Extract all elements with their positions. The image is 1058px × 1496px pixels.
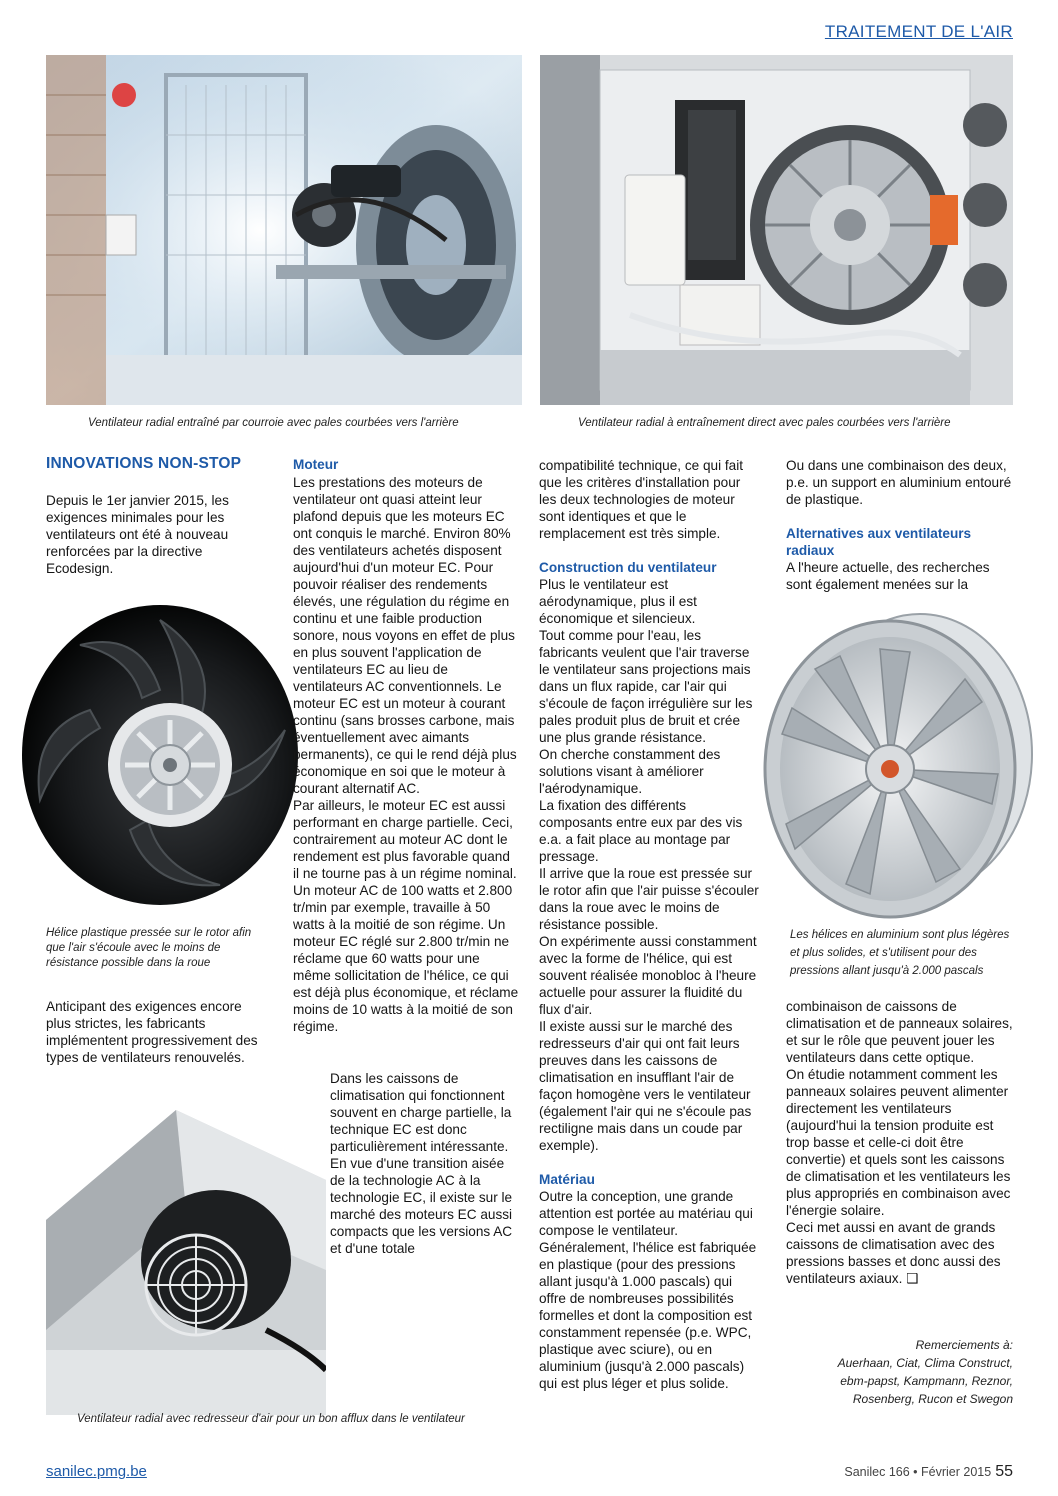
col3-paragraph-8: Outre la conception, une grande attention est portée au matériau qui compose le ventilateur. <box>539 1189 753 1238</box>
end-mark-icon: ❑ <box>906 1271 919 1286</box>
footer-issue <box>844 1463 1013 1481</box>
page-number: 55 <box>995 1463 1013 1480</box>
photo-plastic-impeller <box>20 600 298 910</box>
photo-belt-driven-fan <box>46 55 522 405</box>
col2-paragraph-1: Les prestations des moteurs de ventilateur ont quasi atteint leur plafond depuis que les moteurs EC ont conquis le marché. Environ 80% des ventilateurs achetés disposent aujourd'hui d'un moteur EC. Pour pouvoir réaliser des rendements élevés, une régulation du régime en continu et une faible production sonore, nous voyons en effet de plus en plus souvent l'application de ventilateurs EC au lieu de ventilateurs AC conventionnels. Le moteur EC est un moteur à courant continu (sans brosses carbone, mais éventuellement avec aimants permanents), ce qui le rend déjà plus économique en soi que le moteur à courant alternatif AC. <box>293 475 517 796</box>
col3-paragraph-1: Plus le ventilateur est aérodynamique, plus il est économique et silencieux. <box>539 577 697 626</box>
col4-paragraph-1: A l'heure actuelle, des recherches sont également menées sur la <box>786 560 990 592</box>
col4-paragraph-3: On étudie notamment comment les panneaux solaires peuvent alimenter directement les ventilateurs (aujourd'hui la tension produite est trop basse et celle-ci doit être convertie) et quels sont les caissons de climatisation et les ventilateurs les plus appropriés en combinaison avec l'énergie solaire. <box>786 1067 1011 1218</box>
caption-photo5: Ventilateur radial avec redresseur d'air pour un bon afflux dans le ventilateur <box>77 1413 465 1425</box>
col3-text <box>539 457 761 1392</box>
heading-moteur: Moteur <box>293 457 339 472</box>
col3-paragraph-7: Il existe aussi sur le marché des redresseurs d'air qui ont fait leurs preuves dans les caissons de climatisation en insufflant l'air de façon homogène vers le ventilateur (également l'air qui ne s'écoule pas rectiligne mais dans un coude par exemple). <box>539 1019 752 1153</box>
heading-construction: Construction du ventilateur <box>539 560 717 575</box>
col1-intro: Depuis le 1er janvier 2015, les exigences minimales pour les ventilateurs ont été à nouveau renforcées par la directive Ecodesign. <box>46 493 229 576</box>
acknowledgements-title: Remerciements à: <box>915 1338 1013 1352</box>
photo-direct-drive-fan <box>540 55 1013 405</box>
col3-paragraph-2: Tout comme pour l'eau, les fabricants veulent que l'air traverse le ventilateur sans projections mais dans un flux rapide, car l'air qui s'écoule de façon irrégulière sur les pales produit plus de bruit et crée une plus grande résistance. <box>539 628 753 745</box>
col4-paragraph-2: combinaison de caissons de climatisation et de panneaux solaires, et sur le rôle que peuvent jouer les ventilateurs dans cette optique. <box>786 999 1013 1065</box>
footer-site-link[interactable]: sanilec.pmg.be <box>46 1463 147 1480</box>
footer-issue-text: Sanilec 166 • Février 2015 <box>844 1465 992 1479</box>
col3-paragraph-6: On expérimente aussi constamment avec la forme de l'hélice, qui est souvent réalisée monobloc à l'heure actuelle pour assurer la fluidité du flux d'air. <box>539 934 757 1017</box>
col4-paragraph-4-text: Ceci met aussi en avant de grands caissons de climatisation avec des pressions basses et donc aussi des ventilateurs axiaux. <box>786 1220 1001 1286</box>
heading-materiau: Matériau <box>539 1172 595 1187</box>
acknowledgements-names: Auerhaan, Ciat, Clima Construct, ebm-papst, Kampmann, Reznor, Rosenberg, Rucon et Swegon <box>837 1356 1013 1406</box>
col4-paragraph-0: Ou dans une combinaison des deux, p.e. un support en aluminium entouré de plastique. <box>786 458 1012 507</box>
col3-paragraph-4: La fixation des différents composants entre eux par des vis e.a. a fait place au montage par pressage. <box>539 798 743 864</box>
caption-photo3: Hélice plastique pressée sur le rotor afin que l'air s'écoule avec le moins de résistance possible dans la roue <box>46 927 252 969</box>
col1-outro: Anticipant des exigences encore plus strictes, les fabricants implémentent progressivement des types de ventilateurs renouvelés. <box>46 999 258 1065</box>
col3-paragraph-9: Généralement, l'hélice est fabriquée en plastique (pour des pressions allant jusqu'à 1.000 pascals) qui offre de nombreuses possibilités formelles et dont la composition est constamment repensée (p.e. WPC, plastique avec sciure), ou en aluminium (jusqu'à 2.000 pascals) qui est plus léger et plus solide. <box>539 1240 757 1391</box>
col2-paragraph-3: Dans les caissons de climatisation qui fonctionnent souvent en charge partielle, la technique EC est donc particulièrement intéressante. En vue d'une transition aisée de la technologie AC à la technologie EC, il existe sur le marché des moteurs EC aussi compacts que les versions AC et d'une totale <box>330 1071 513 1256</box>
col2-text <box>293 474 519 1035</box>
caption-photo4: Les hélices en aluminium sont plus légères et plus solides, et s'utilisent pour des pressions allant jusqu'à 2.000 pascals <box>790 929 1010 977</box>
col4-bottom <box>786 998 1014 1287</box>
caption-photo1: Ventilateur radial entraîné par courroie avec pales courbées vers l'arrière <box>88 417 459 429</box>
col4-paragraph-4 <box>786 1219 1014 1287</box>
section-title: TRAITEMENT DE L'AIR <box>824 22 1013 41</box>
photo-air-straightener-fan <box>46 1070 326 1415</box>
acknowledgements <box>813 1336 1013 1408</box>
col3-paragraph-5: Il arrive que la roue est pressée sur le rotor afin que l'air puisse s'écouler dans la roue avec le moins de résistance possible. <box>539 866 759 932</box>
caption-photo2: Ventilateur radial à entraînement direct avec pales courbées vers l'arrière <box>578 417 951 429</box>
col3-paragraph-0: compatibilité technique, ce qui fait que les critères d'installation pour les deux technologies de moteur sont identiques et que le remplacement est très simple. <box>539 458 744 541</box>
col3-paragraph-3: On cherche constamment des solutions visant à améliorer l'aérodynamique. <box>539 747 721 796</box>
col2-paragraph-2: Par ailleurs, le moteur EC est aussi performant en charge partielle. Ceci, contrairement au moteur AC dont le rendement est plus favorable quand il ne tourne pas à un régime nominal. Un moteur AC de 100 watts et 2.800 tr/min par exemple, travaille à 50 watts à la moitié de son régime. Un moteur EC réglé sur 2.800 tr/min ne réclame que 60 watts pour une même sollicitation de l'hélice, ce qui est déjà plus économique, et réclame moins de 10 watts à la moitié de son régime. <box>293 798 519 1034</box>
col4-top <box>786 457 1014 593</box>
photo-aluminium-axial-fan <box>760 604 1038 922</box>
heading-alternatives: Alternatives aux ventilateurs radiaux <box>786 526 972 558</box>
heading-innovations: INNOVATIONS NON-STOP <box>46 455 242 472</box>
